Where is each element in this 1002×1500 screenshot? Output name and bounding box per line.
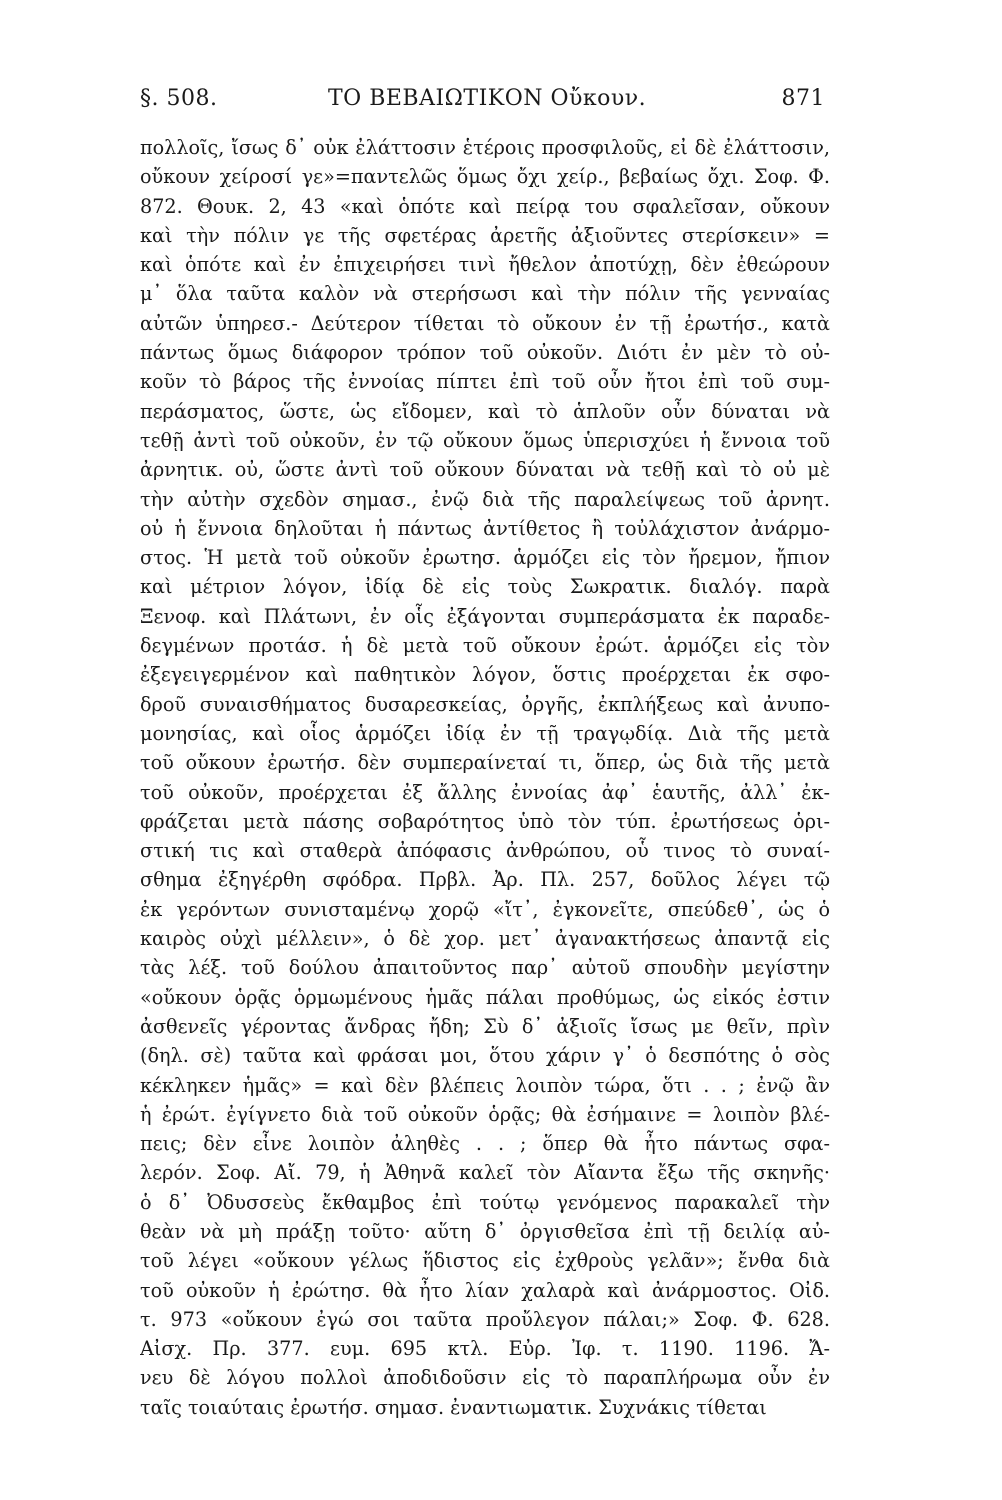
page-number: 871 — [781, 86, 825, 111]
text-line: καὶ μέτριον λόγον, ἰδίᾳ δὲ εἰς τοὺς Σωκρατικ. διαλόγ. παρὰ — [140, 575, 830, 599]
text-line: κοῦν τὸ βάρος τῆς ἐννοίας πίπτει ἐπὶ τοῦ οὖν ἤτοι ἐπὶ τοῦ συμ- — [140, 370, 830, 394]
text-line: ἐξεγειγερμένον καὶ παθητικὸν λόγον, ὅστις προέρχεται ἐκ σφο- — [140, 663, 830, 687]
text-line: 872. Θουκ. 2, 43 «καὶ ὁπότε καὶ πείρᾳ του σφαλεῖσαν, οὔκουν — [140, 194, 830, 218]
text-line: θεὰν νὰ μὴ πράξῃ τοῦτο· αὕτη δ᾽ ὀργισθεῖσα ἐπὶ τῇ δειλίᾳ αὐ- — [140, 1219, 830, 1243]
text-line: ἀσθενεῖς γέροντας ἄνδρας ἤδη; Σὺ δ᾽ ἀξιοῖς ἴσως με θεῖν, πρὶν — [140, 1014, 830, 1038]
text-line: ἡ ἐρώτ. ἐγίγνετο διὰ τοῦ οὐκοῦν ὁρᾷς; θὰ ἐσήμαινε = λοιπὸν βλέ- — [140, 1102, 830, 1126]
running-title: ΤΟ ΒΕΒΑΙΩΤΙΚΟΝ Οὔκουν. — [328, 86, 647, 111]
running-header — [140, 86, 825, 122]
text-line: Αἰσχ. Πρ. 377. ευμ. 695 κτλ. Εὐρ. Ἰφ. τ. 1190. 1196. Ἄ- — [140, 1337, 830, 1361]
text-line: νευ δὲ λόγου πολλοὶ ἀποδιδοῦσιν εἰς τὸ παραπλήρωμα οὖν ἐν — [140, 1366, 830, 1390]
text-line: μονησίας, καὶ οἷος ἁρμόζει ἰδίᾳ ἐν τῇ τραγῳδίᾳ. Διὰ τῆς μετὰ — [140, 721, 830, 745]
text-line: ἀρνητικ. οὐ, ὥστε ἀντὶ τοῦ οὔκουν δύναται νὰ τεθῇ καὶ τὸ οὐ μὲ — [140, 458, 830, 482]
text-line: μ᾽ ὅλα ταῦτα καλὸν νὰ στερήσωσι καὶ τὴν πόλιν τῆς γενναίας — [140, 282, 830, 306]
text-line: «οὔκουν ὁρᾷς ὁρμωμένους ἡμᾶς πάλαι προθύμως, ὡς εἰκός ἐστιν — [140, 985, 830, 1009]
text-line: καιρὸς οὐχὶ μέλλειν», ὁ δὲ χορ. μετ᾽ ἀγανακτήσεως ἀπαντᾷ εἰς — [140, 927, 830, 951]
text-line: πεις; δὲν εἶνε λοιπὸν ἀληθὲς . . ; ὅπερ θὰ ἦτο πάντως σφα- — [140, 1132, 830, 1156]
text-line: τοῦ οὐκοῦν, προέρχεται ἐξ ἄλλης ἐννοίας ἀφ᾽ ἑαυτῆς, ἀλλ᾽ ἐκ- — [140, 780, 830, 804]
text-line: τὰς λέξ. τοῦ δούλου ἀπαιτοῦντος παρ᾽ αὐτοῦ σπουδὴν μεγίστην — [140, 956, 830, 980]
text-line: σθημα ἐξηγέρθη σφόδρα. Πρβλ. Ἀρ. Πλ. 257, δοῦλος λέγει τῷ — [140, 868, 830, 892]
text-line: τὴν αὐτὴν σχεδὸν σημασ., ἐνῷ διὰ τῆς παραλείψεως τοῦ ἀρνητ. — [140, 487, 830, 511]
text-line: οὐ ἡ ἔννοια δηλοῦται ἡ πάντως ἀντίθετος ἢ τοὐλάχιστον ἀνάρμο- — [140, 516, 830, 540]
text-line: φράζεται μετὰ πάσης σοβαρότητος ὑπὸ τὸν τύπ. ἐρωτήσεως ὁρι- — [140, 809, 830, 833]
text-line: τ. 973 «οὔκουν ἐγώ σοι ταῦτα προὔλεγον πάλαι;» Σοφ. Φ. 628. — [140, 1307, 830, 1331]
text-line: ὁ δ᾽ Ὀδυσσεὺς ἔκθαμβος ἐπὶ τούτῳ γενόμενος παρακαλεῖ τὴν — [140, 1190, 830, 1214]
text-line: περάσματος, ὥστε, ὡς εἴδομεν, καὶ τὸ ἁπλοῦν οὖν δύναται νὰ — [140, 399, 830, 423]
text-line: πολλοῖς, ἴσως δ᾽ οὐκ ἐλάττοσιν ἑτέροις προσφιλοῦς, εἰ δὲ ἐλάττοσιν, — [140, 136, 830, 159]
text-line: ταῖς τοιαύταις ἐρωτήσ. σημασ. ἐναντιωματικ. Συχνάκις τίθεται — [140, 1395, 767, 1419]
section-number: §. 508. — [140, 86, 218, 111]
text-line: αὐτῶν ὑπηρεσ.- Δεύτερον τίθεται τὸ οὔκουν ἐν τῇ ἐρωτήσ., κατὰ — [140, 311, 830, 335]
text-line: καὶ τὴν πόλιν γε τῆς σφετέρας ἀρετῆς ἀξιοῦντες στερίσκειν» = — [140, 223, 830, 247]
text-line: οὔκουν χείροσί γε»=παντελῶς ὅμως ὄχι χείρ., βεβαίως ὄχι. Σοφ. Φ. — [140, 165, 830, 189]
text-line: τοῦ λέγει «οὔκουν γέλως ἥδιστος εἰς ἐχθροὺς γελᾶν»; ἔνθα διὰ — [140, 1249, 830, 1273]
text-line: ἐκ γερόντων συνισταμένῳ χορῷ «ἴτ᾽, ἐγκονεῖτε, σπεύδεθ᾽, ὡς ὁ — [140, 897, 830, 921]
text-line: κέκληκεν ἡμᾶς» = καὶ δὲν βλέπεις λοιπὸν τώρα, ὅτι . . ; ἐνῷ ἂν — [140, 1073, 830, 1097]
text-line: καὶ ὁπότε καὶ ἐν ἐπιχειρήσει τινὶ ἤθελον ἀποτύχῃ, δὲν ἐθεώρουν — [140, 253, 830, 277]
text-line: τοῦ οὐκοῦν ἡ ἐρώτησ. θὰ ἦτο λίαν χαλαρὰ καὶ ἀνάρμοστος. Οἰδ. — [140, 1278, 830, 1302]
text-line: τοῦ οὔκουν ἐρωτήσ. δὲν συμπεραίνεταί τι, ὅπερ, ὡς διὰ τῆς μετὰ — [140, 751, 830, 775]
text-line: τεθῇ ἀντὶ τοῦ οὐκοῦν, ἐν τῷ οὔκουν ὅμως ὑπερισχύει ἡ ἔννοια τοῦ — [140, 428, 830, 452]
text-line: Ξενοφ. καὶ Πλάτωνι, ἐν οἷς ἐξάγονται συμπεράσματα ἐκ παραδε- — [140, 604, 830, 628]
body-text — [140, 133, 830, 1422]
text-line: στική τις καὶ σταθερὰ ἀπόφασις ἀνθρώπου, οὗ τινος τὸ συναί- — [140, 839, 830, 863]
text-line: στος. Ἡ μετὰ τοῦ οὐκοῦν ἐρωτησ. ἁρμόζει εἰς τὸν ἤρεμον, ἤπιον — [140, 546, 830, 570]
text-line: πάντως ὅμως διάφορον τρόπον τοῦ οὐκοῦν. Διότι ἐν μὲν τὸ οὐ- — [140, 341, 830, 365]
text-line: δεγμένων προτάσ. ἡ δὲ μετὰ τοῦ οὔκουν ἐρώτ. ἁρμόζει εἰς τὸν — [140, 634, 830, 658]
text-line: λερόν. Σοφ. Αἴ. 79, ἡ Ἀθηνᾶ καλεῖ τὸν Αἴαντα ἔξω τῆς σκηνῆς· — [140, 1161, 830, 1185]
text-line: (δηλ. σὲ) ταῦτα καὶ φράσαι μοι, ὅτου χάριν γ᾽ ὁ δεσπότης ὁ σὸς — [140, 1044, 830, 1068]
text-line: δροῦ συναισθήματος δυσαρεσκείας, ὀργῆς, ἐκπλήξεως καὶ ἀνυπο- — [140, 692, 830, 716]
